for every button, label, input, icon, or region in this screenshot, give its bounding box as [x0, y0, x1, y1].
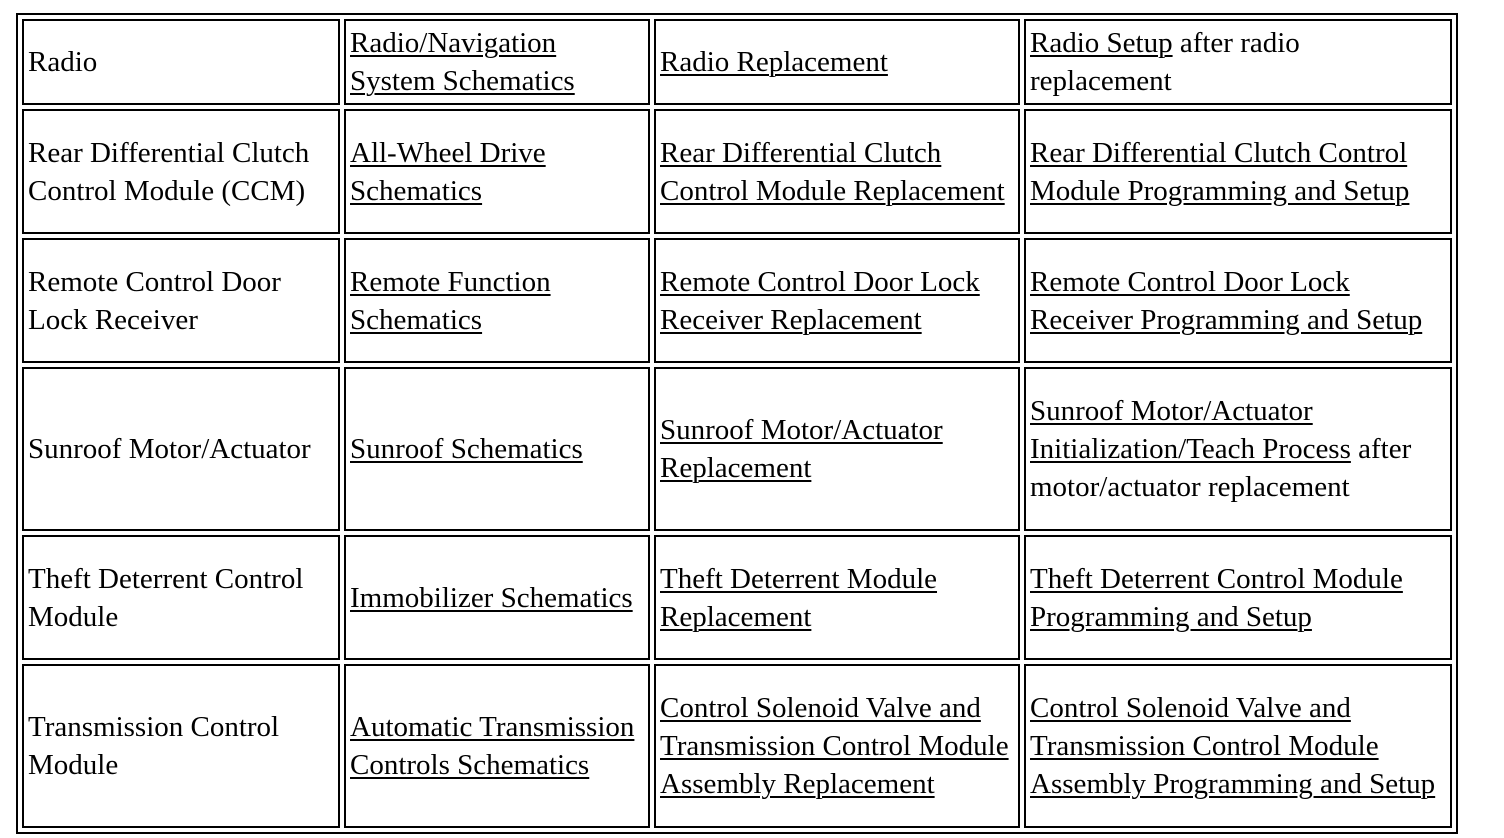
replacement-link[interactable]: Theft Deterrent Module Replacement: [660, 562, 938, 633]
setup-link[interactable]: Remote Control Door Lock Receiver Programming and Setup: [1030, 265, 1423, 336]
replacement-cell: [654, 19, 1020, 105]
table-row: [22, 535, 1452, 660]
schematic-link[interactable]: All-Wheel Drive Schematics: [350, 136, 546, 207]
setup-cell: [1024, 109, 1452, 234]
table-row: [22, 19, 1452, 105]
setup-suffix: after radio replacement: [1030, 27, 1300, 97]
setup-cell: [1024, 367, 1452, 531]
setup-cell: [1024, 664, 1452, 828]
table-row: [22, 238, 1452, 363]
schematic-link[interactable]: Remote Function Schematics: [350, 265, 551, 336]
replacement-cell: [654, 367, 1020, 531]
setup-link[interactable]: Theft Deterrent Control Module Programming and Setup: [1030, 562, 1403, 633]
replacement-link[interactable]: Sunroof Motor/Actuator Replacement: [660, 414, 943, 484]
component-cell: Remote Control Door Lock Receiver: [22, 238, 340, 363]
setup-link[interactable]: Rear Differential Clutch Control Module Programming and Setup: [1030, 136, 1410, 207]
setup-cell: [1024, 238, 1452, 363]
schematic-link[interactable]: Sunroof Schematics: [350, 433, 583, 465]
replacement-link[interactable]: Remote Control Door Lock Receiver Replacement: [660, 265, 980, 336]
schematic-cell: [344, 664, 650, 828]
replacement-cell: [654, 664, 1020, 828]
schematic-cell: [344, 535, 650, 660]
schematic-link[interactable]: Immobilizer Schematics: [350, 581, 633, 614]
schematic-link[interactable]: Radio/Navigation System Schematics: [350, 27, 575, 97]
component-cell: Theft Deterrent Control Module: [22, 535, 340, 660]
replacement-cell: [654, 535, 1020, 660]
schematic-cell: [344, 367, 650, 531]
schematic-cell: [344, 238, 650, 363]
component-cell: Sunroof Motor/Actuator: [22, 367, 340, 531]
component-cell: Transmission Control Module: [22, 664, 340, 828]
setup-link[interactable]: Control Solenoid Valve and Transmission Control Module Assembly Programming and Setup: [1030, 692, 1436, 800]
table-row: [22, 664, 1452, 828]
table-row: [22, 109, 1452, 234]
setup-link[interactable]: Sunroof Motor/Actuator Initialization/Teach Process: [1030, 395, 1351, 465]
replacement-cell: [654, 109, 1020, 234]
replacement-link[interactable]: Control Solenoid Valve and Transmission Control Module Assembly Replacement: [660, 692, 1009, 800]
table-row: [22, 367, 1452, 531]
component-cell: Rear Differential Clutch Control Module (CCM): [22, 109, 340, 234]
setup-suffix: after motor/actuator replacement: [1030, 433, 1412, 503]
setup-cell: [1024, 19, 1452, 105]
setup-link[interactable]: Radio Setup: [1030, 27, 1173, 59]
setup-cell: [1024, 535, 1452, 660]
replacement-cell: [654, 238, 1020, 363]
schematic-cell: [344, 109, 650, 234]
schematic-cell: [344, 19, 650, 105]
component-cell: Radio: [22, 19, 340, 105]
replacement-link[interactable]: Radio Replacement: [660, 46, 888, 78]
replacement-link[interactable]: Rear Differential Clutch Control Module Replacement: [660, 136, 1005, 207]
schematic-link[interactable]: Automatic Transmission Controls Schematics: [350, 711, 635, 781]
module-reference-table: [16, 13, 1458, 834]
